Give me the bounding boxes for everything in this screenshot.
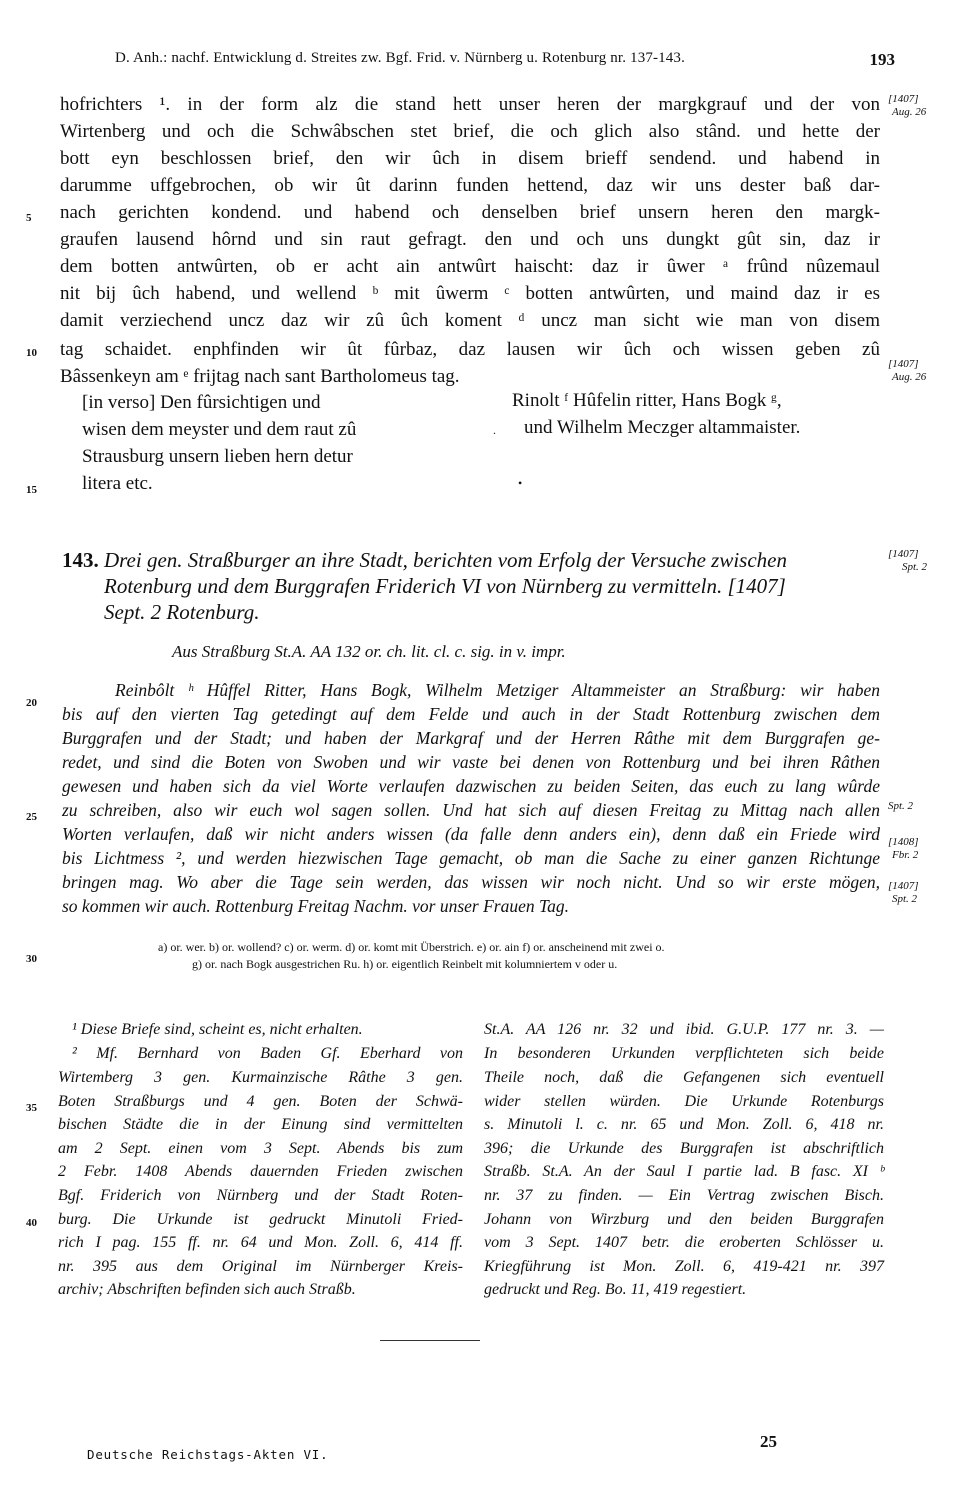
margin-date: [1408]	[888, 836, 919, 848]
line-number: 25	[26, 811, 37, 823]
regest-line: bis auf den vierten Tag getedingt auf dem Felde und auch in der Stadt Rottenburg zwischen dem	[62, 704, 880, 724]
document-heading	[62, 547, 877, 625]
verso-line: litera etc.	[82, 473, 153, 494]
margin-date-note	[888, 358, 926, 384]
footnote-line: ¹ Diese Briefe sind, scheint es, nicht erhalten.	[72, 1021, 363, 1038]
sheet-signature: 25	[760, 1432, 777, 1451]
line-number: 30	[26, 953, 37, 965]
footnote-line: ² Mf. Bernhard von Baden Gf. Eberhard von	[72, 1045, 463, 1062]
line-number: 10	[26, 347, 37, 359]
regest-line: bringen mag. Wo aber die Tage sein werden, das wissen wir noch nicht. Und so wir erste mögen,	[62, 872, 880, 892]
letter-line: darumme uffgebrochen, ob wir ût darinn funden hettend, daz wir uns dester baß dar-	[60, 175, 880, 196]
footnote-line: rich I pag. 155 ff. nr. 64 und Mon. Zoll. 6, 414 ff.	[58, 1234, 463, 1251]
footnote-line: vom 3 Sept. 1407 betr. die eroberten Schlösser u.	[484, 1234, 884, 1251]
margin-date: [1407]	[888, 358, 919, 370]
signatories	[512, 387, 800, 441]
heading-line: Drei gen. Straßburger an ihre Stadt, berichten vom Erfolg der Versuche zwischen	[104, 548, 787, 572]
print-dot: •	[518, 476, 523, 490]
footnote-line: nr. 37 zu finden. — Ein Vertrag zwischen Bisch.	[484, 1187, 884, 1204]
footnote-line: s. Minutoli l. c. nr. 65 und Mon. Zoll. 6, 418 nr.	[484, 1116, 884, 1133]
letter-line: bott eyn beschlossen brief, den wir ûch in disem brieff sendend. und habend in	[60, 148, 880, 169]
verso-line: Strausburg unsern lieben hern detur	[82, 446, 353, 467]
letter-line: damit verziechend uncz daz wir zû ûch koment ᵈ uncz man sicht wie man von disem	[60, 310, 880, 331]
heading-line: Rotenburg und dem Burggrafen Friderich VI von Nürnberg zu vermitteln. [1407]	[104, 574, 786, 598]
heading-line: Sept. 2 Rotenburg.	[104, 600, 260, 624]
footnote-line: archiv; Abschriften befinden sich auch Straßb.	[58, 1281, 356, 1298]
footnote-line: bischen Städte die in der Einung sind vermittelten	[58, 1116, 463, 1133]
letter-line: dem botten antwûrten, ob er acht ain antwûrt haischt: daz ir ûwer ᵃ frûnd nûzemaul	[60, 256, 880, 277]
regest-line: so kommen wir auch. Rottenburg Freitag Nachm. vor unser Frauen Tag.	[62, 896, 569, 916]
margin-date: [1407]	[888, 93, 919, 105]
margin-date: [1407]	[888, 548, 919, 560]
footnote-line: 396; die Urkunde des Burggrafen ist abschriftlich	[484, 1140, 884, 1157]
letter-line: nach gerichten kondend. und habend och denselben brief unsern heren den margk-	[60, 202, 880, 223]
footnote-line: Straßb. St.A. An der Saul I partie lad. B fasc. XI ᵇ	[484, 1163, 884, 1180]
margin-date-sub: Spt. 2	[892, 893, 918, 905]
regest-line: gewesen und haben sich da viel Worte verlaufen dazwischen zu beiden Seiten, das euch zu lang wûrde	[62, 776, 880, 796]
letter-line: Bâssenkeyn am ᵉ frijtag nach sant Bartholomeus tag.	[60, 366, 460, 387]
footnote-line: gedruckt und Reg. Bo. 11, 419 regestiert.	[484, 1281, 747, 1298]
footnote-line: nr. 395 aus dem Original im Nürnberger Kreis-	[58, 1258, 463, 1275]
running-title: D. Anh.: nachf. Entwicklung d. Streites zw. Bgf. Frid. v. Nürnberg u. Rotenburg nr. 137-143.	[115, 50, 685, 66]
margin-date-sub: Spt. 2	[902, 561, 928, 573]
line-number: 40	[26, 1217, 37, 1229]
line-number: 15	[26, 484, 37, 496]
variant-note: g) or. nach Bogk ausgestrichen Ru. h) or. eigentlich Reinbelt mit kolumniertem v oder u.	[192, 957, 618, 971]
verso-line: wisen dem meyster und dem raut zû	[82, 419, 357, 440]
footnote-line: In besonderen Urkunden verpflichteten sich beide	[484, 1045, 884, 1062]
margin-date-sub: Fbr. 2	[892, 849, 919, 861]
signatory-line: Rinolt ᶠ Hûfelin ritter, Hans Bogk ᵍ,	[512, 390, 782, 411]
footnote-line: St.A. AA 126 nr. 32 und ibid. G.U.P. 177 nr. 3. —	[484, 1021, 884, 1038]
footnote-line: Johann von Wirzburg und den beiden Burggrafen	[484, 1211, 884, 1228]
verso-address	[82, 389, 356, 497]
margin-date-note	[888, 836, 919, 862]
page-number: 193	[869, 50, 895, 69]
margin-date-sub: Aug. 26	[892, 371, 927, 383]
letter-line: hofrichters ¹. in der form alz die stand hett unser heren der margkgrauf und der von	[60, 94, 880, 115]
verso-line: [in verso] Den fûrsichtigen und	[82, 392, 321, 413]
line-number: 35	[26, 1102, 37, 1114]
document-number: 143.	[62, 548, 99, 572]
regest-line: Reinbôlt ʰ Hûffel Ritter, Hans Bogk, Wilhelm Metziger Altammeister an Straßburg: wir haben	[115, 680, 880, 700]
footnote-line: 2 Febr. 1408 Abends dauernden Frieden zwischen	[58, 1163, 463, 1180]
footnote-line: Boten Straßburgs und 4 gen. Boten der Schwä-	[58, 1093, 463, 1110]
variant-note: a) or. wer. b) or. wollend? c) or. werm. d) or. komt mit Überstrich. e) or. ain f) or. anscheinend mit zwei o.	[158, 940, 665, 954]
source-citation: Aus Straßburg St.A. AA 132 or. ch. lit. cl. c. sig. in v. impr.	[172, 642, 566, 661]
margin-date-note	[888, 93, 926, 119]
regest-line: bis Lichtmess ², und werden hiezwischen Tage gemacht, ob man die Sache zu einer ganzen Richtunge	[62, 848, 880, 868]
margin-date-sub: Aug. 26	[892, 106, 927, 118]
footnote-line: burg. Die Urkunde ist gedruckt Minutoli Fried-	[58, 1211, 463, 1228]
running-header	[115, 50, 895, 74]
series-title: Deutsche Reichstags-Akten VI.	[87, 1447, 329, 1462]
letter-line: nit bij ûch habend, und wellend ᵇ mit ûwerm ᶜ botten antwûrten, und maind daz ir es	[60, 283, 880, 304]
margin-date-note	[888, 880, 919, 906]
letter-line: tag schaidet. enphfinden wir ût fûrbaz, daz lausen wir ûch och wissen geben zû	[60, 339, 880, 360]
regest-line: redet, und sind die Boten von Swoben und wir vaste bei denen von Rottenburg und bei ihren Râthen	[62, 752, 880, 772]
footnote-divider	[380, 1340, 480, 1341]
letter-line: graufen lausend hôrnd und sin raut gefragt. den und och uns dungkt gût sin, daz ir	[60, 229, 880, 250]
margin-date: Spt. 2	[888, 800, 914, 812]
footnote-line: wider stellen würden. Die Urkunde Rotenburgs	[484, 1093, 884, 1110]
signatory-line: und Wilhelm Meczger altammaister.	[524, 417, 801, 438]
regest-line: Burggrafen und der Stadt; und haben der Markgraf und der Herren Râthe mit dem Burggrafen ge-	[62, 728, 880, 748]
print-dot: .	[493, 423, 496, 437]
margin-date-note	[888, 800, 913, 813]
line-number: 20	[26, 697, 37, 709]
margin-date-note	[888, 548, 927, 574]
footnote-line: Bgf. Friderich von Nürnberg und der Stadt Roten-	[58, 1187, 463, 1204]
line-number: 5	[26, 212, 32, 224]
margin-date: [1407]	[888, 880, 919, 892]
footnote-line: Wirtemberg 3 gen. Kurmainzische Râthe 3 gen.	[58, 1069, 463, 1086]
regest-line: zu schreiben, also wir euch wol sagen sollen. Und hat sich auf diesen Freitag zu Mittag nach allen	[62, 800, 880, 820]
footnote-line: Kriegführung ist Mon. Zoll. 6, 419-421 nr. 397	[484, 1258, 884, 1275]
footnote-line: Theile noch, daß die Gefangenen sich eventuell	[484, 1069, 884, 1086]
regest-line: Worten verlaufen, daß wir nicht anders wissen (da falle denn anders ein), denn daß ein Friede wird	[62, 824, 880, 844]
footnote-line: am 2 Sept. einen vom 3 Sept. Abends bis zum	[58, 1140, 463, 1157]
letter-line: Wirtenberg und och die Schwâbschen stet brief, die och glich also stând. und hette der	[60, 121, 880, 142]
